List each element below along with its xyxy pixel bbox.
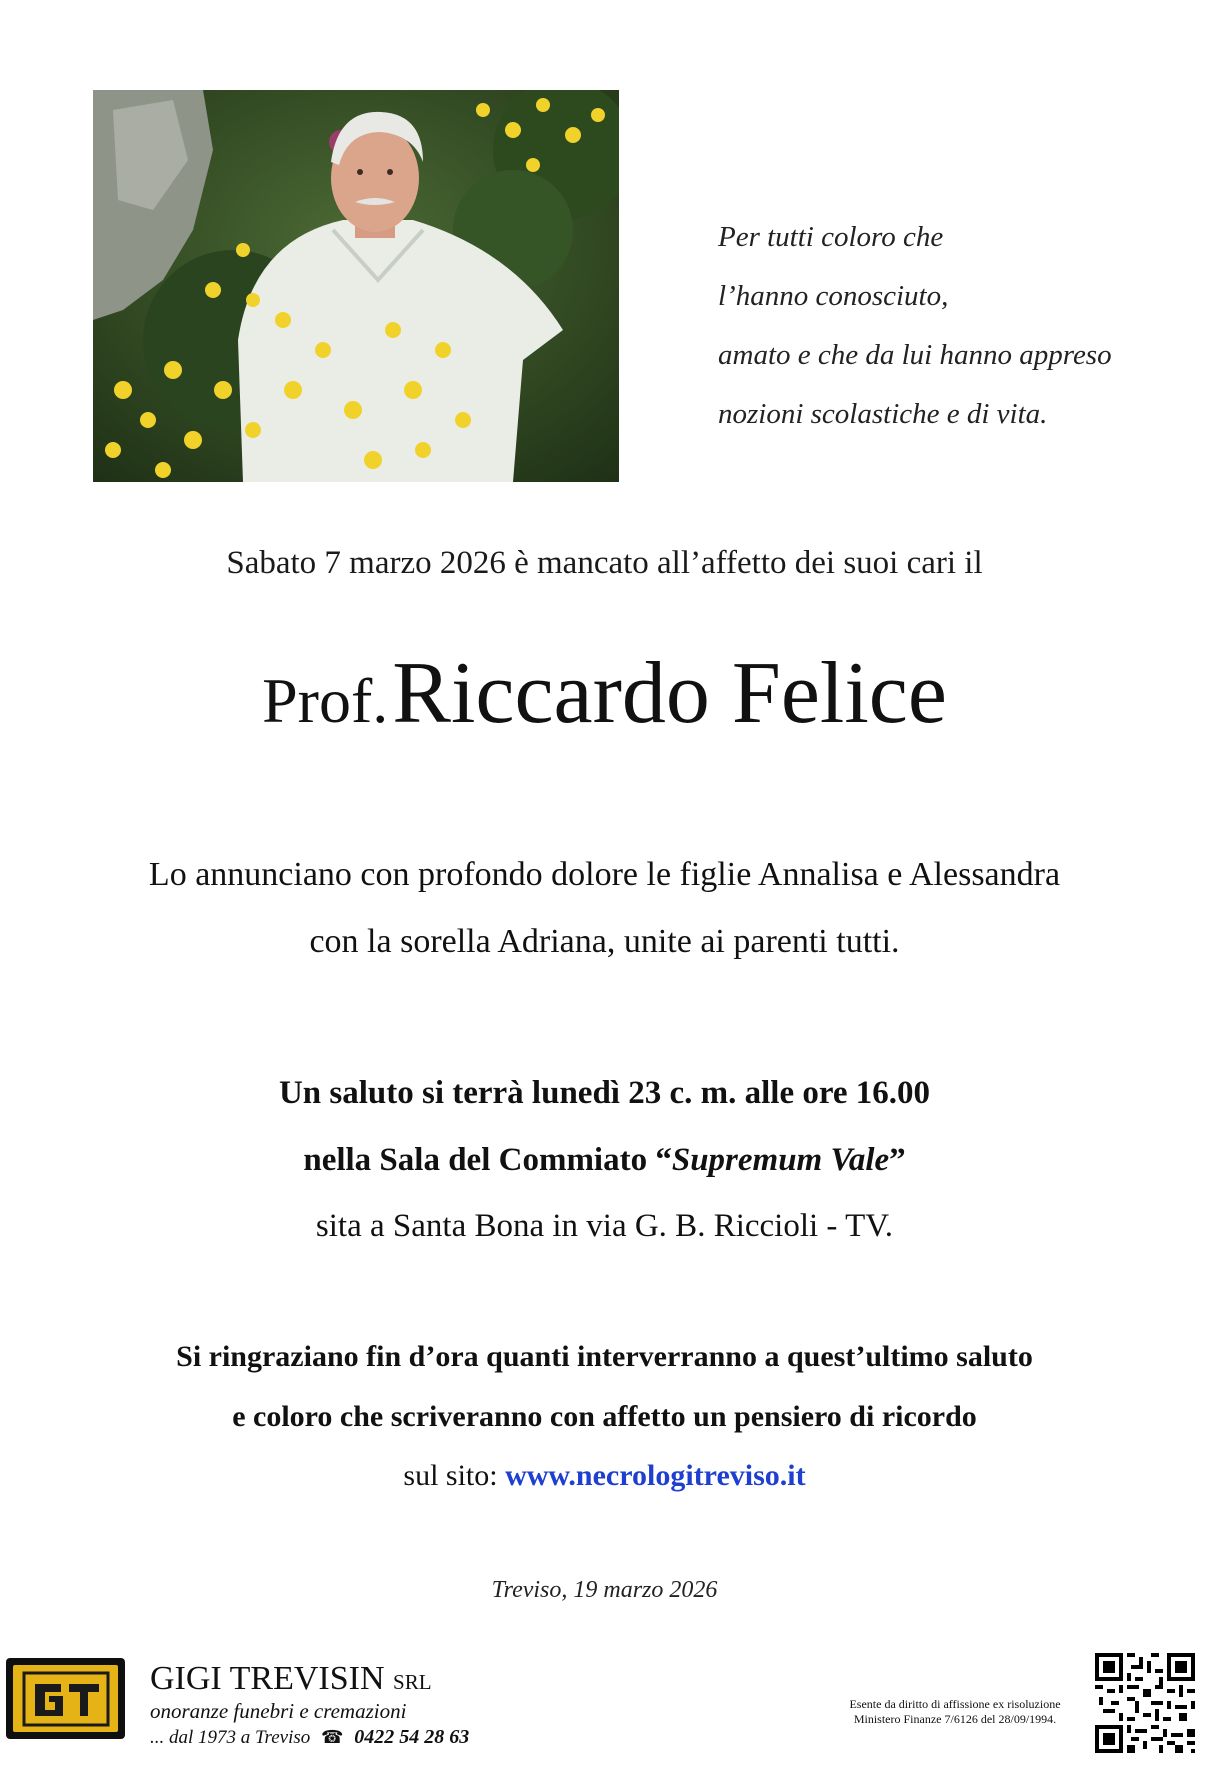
venue-suffix: ” — [889, 1142, 906, 1178]
service-venue-line — [0, 1142, 1209, 1179]
dedication-line: amato e che da lui hanno appreso — [718, 339, 1112, 371]
honorific-title: Prof. — [262, 665, 389, 736]
portrait-illustration — [93, 90, 619, 482]
intro-line: Sabato 7 marzo 2026 è mancato all’affetto dei suoi cari il — [226, 545, 983, 581]
announcement-line-2: con la sorella Adriana, unite ai parenti tutti. — [309, 923, 900, 960]
qr-code-icon — [1095, 1653, 1195, 1753]
company-logo — [6, 1658, 125, 1739]
service-address-line: sita a Santa Bona in via G. B. Riccioli - TV. — [315, 1208, 894, 1244]
venue-name: Supremum Vale — [671, 1142, 890, 1178]
date-place: Treviso, 19 marzo 2026 — [491, 1577, 718, 1603]
deceased-name — [0, 645, 1209, 742]
dedication-line: Per tutti coloro che — [718, 221, 944, 253]
company-name — [150, 1660, 432, 1698]
website-link[interactable]: www.necrologitreviso.it — [505, 1459, 806, 1492]
company-since — [150, 1726, 469, 1749]
portrait-photo — [93, 90, 619, 482]
full-name: Riccardo Felice — [392, 645, 947, 742]
thanks-line-1: Si ringraziano fin d’ora quanti interverranno a quest’ultimo saluto — [176, 1340, 1033, 1373]
exemption-line-1: Esente da diritto di affissione ex risoluzione — [849, 1697, 1061, 1711]
company-description: onoranze funebri e cremazioni — [150, 1699, 407, 1723]
logo-mark — [21, 1670, 111, 1728]
company-suffix: SRL — [393, 1670, 432, 1694]
thanks-line-2: e coloro che scriveranno con affetto un pensiero di ricordo — [232, 1400, 977, 1433]
company-name-text: GIGI TREVISIN — [150, 1660, 385, 1697]
service-time-line: Un saluto si terrà lunedì 23 c. m. alle ore 16.00 — [278, 1075, 931, 1111]
dedication-text — [718, 208, 1158, 444]
qr-code[interactable] — [1095, 1653, 1195, 1753]
exemption-line-2: Ministero Finanze 7/6126 del 28/09/1994. — [853, 1712, 1057, 1726]
dedication-line: l’hanno conosciuto, — [718, 280, 949, 312]
website-line — [0, 1459, 1209, 1493]
phone-number[interactable]: 0422 54 28 63 — [354, 1726, 470, 1748]
since-text: ... dal 1973 a Treviso — [150, 1727, 311, 1748]
exemption-note — [830, 1697, 1080, 1727]
website-prefix: sul sito: — [403, 1459, 506, 1492]
logo-emblem — [13, 1665, 118, 1732]
phone-icon: ☎ — [321, 1727, 344, 1747]
announcement-line-1: Lo annunciano con profondo dolore le figlie Annalisa e Alessandra — [148, 856, 1061, 893]
venue-prefix: nella Sala del Commiato “ — [303, 1142, 672, 1178]
dedication-line: nozioni scolastiche e di vita. — [718, 398, 1048, 430]
